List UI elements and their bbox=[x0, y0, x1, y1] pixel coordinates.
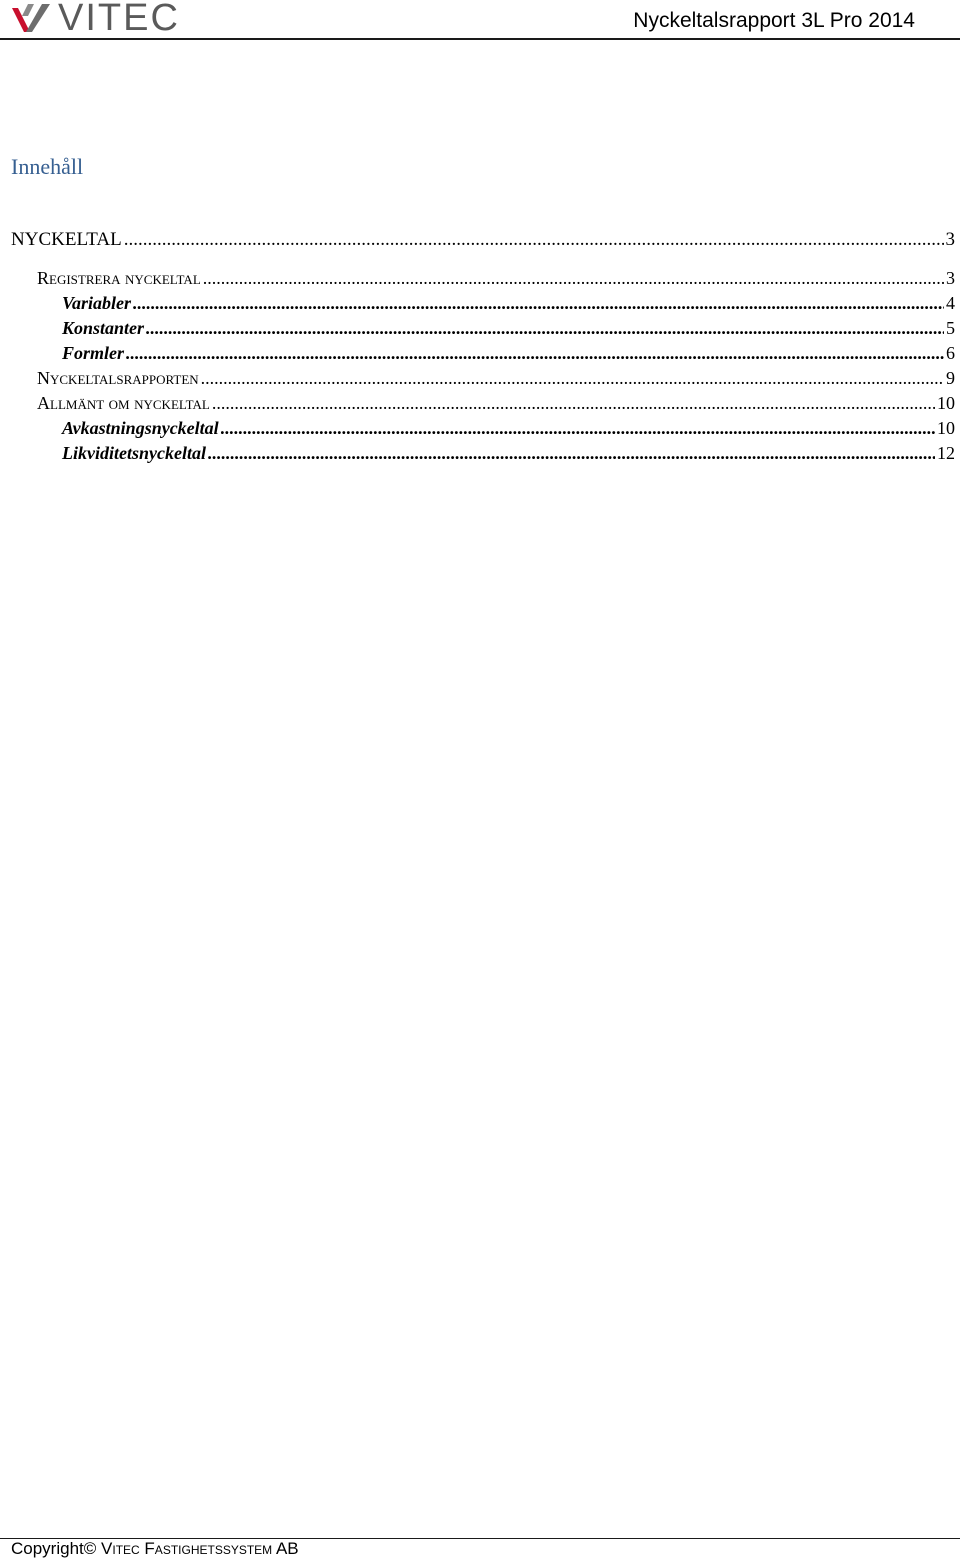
toc-dot-leader bbox=[212, 391, 935, 415]
toc-entry[interactable] bbox=[62, 316, 955, 340]
toc-page-number: 4 bbox=[946, 293, 955, 313]
toc-dot-leader bbox=[133, 291, 944, 315]
logo-wordmark: VITEC bbox=[58, 0, 180, 39]
toc-dot-leader bbox=[203, 266, 944, 290]
document-title: Nyckeltalsrapport 3L Pro 2014 bbox=[633, 9, 915, 32]
company-name: Vitec Fastighetssystem AB bbox=[101, 1539, 299, 1558]
page-header bbox=[0, 0, 960, 40]
toc-page-number: 3 bbox=[946, 268, 955, 288]
toc-entry-title: Avkastningsnyckeltal bbox=[62, 418, 219, 438]
toc-page-number: 5 bbox=[946, 318, 955, 338]
toc-entry-title: Likviditetsnyckeltal bbox=[62, 443, 206, 463]
toc-entry-title: Konstanter bbox=[62, 318, 145, 338]
footer-copyright bbox=[11, 1539, 299, 1559]
toc-page-number: 10 bbox=[937, 418, 955, 438]
toc-dot-leader bbox=[124, 228, 944, 252]
toc-page-number: 3 bbox=[945, 229, 955, 250]
toc-entry[interactable] bbox=[62, 291, 955, 315]
toc-dot-leader bbox=[201, 366, 944, 390]
toc-entry[interactable] bbox=[37, 391, 955, 415]
toc-entry-title: Registrera nyckeltal bbox=[37, 268, 201, 288]
toc-heading: Innehåll bbox=[11, 154, 84, 179]
toc-page-number: 9 bbox=[946, 368, 955, 388]
toc-entry-title: Formler bbox=[62, 343, 125, 363]
copyright-label: Copyright© bbox=[11, 1539, 97, 1558]
toc-entry-title: NYCKELTAL bbox=[11, 229, 122, 250]
toc-dot-leader bbox=[126, 341, 944, 365]
vitec-logo bbox=[8, 0, 180, 39]
toc-page-number: 6 bbox=[946, 343, 955, 363]
toc-entry-title: Allmänt om nyckeltal bbox=[37, 393, 210, 413]
toc-entry[interactable] bbox=[62, 441, 955, 465]
toc-entry[interactable] bbox=[62, 416, 955, 440]
toc-entry-title: Nyckeltalsrapporten bbox=[37, 368, 199, 388]
toc-dot-leader bbox=[208, 441, 935, 465]
toc-page-number: 12 bbox=[937, 443, 955, 463]
toc-entry[interactable] bbox=[37, 366, 955, 390]
toc-entry[interactable] bbox=[62, 341, 955, 365]
toc-page-number: 10 bbox=[937, 393, 955, 413]
vitec-logo-icon bbox=[8, 2, 52, 34]
toc-entry-title: Variabler bbox=[62, 293, 132, 313]
page-footer bbox=[0, 1538, 960, 1561]
toc-dot-leader bbox=[221, 416, 935, 440]
toc-dot-leader bbox=[146, 316, 944, 340]
toc-entry[interactable] bbox=[11, 228, 955, 252]
toc-entry[interactable] bbox=[37, 266, 955, 290]
